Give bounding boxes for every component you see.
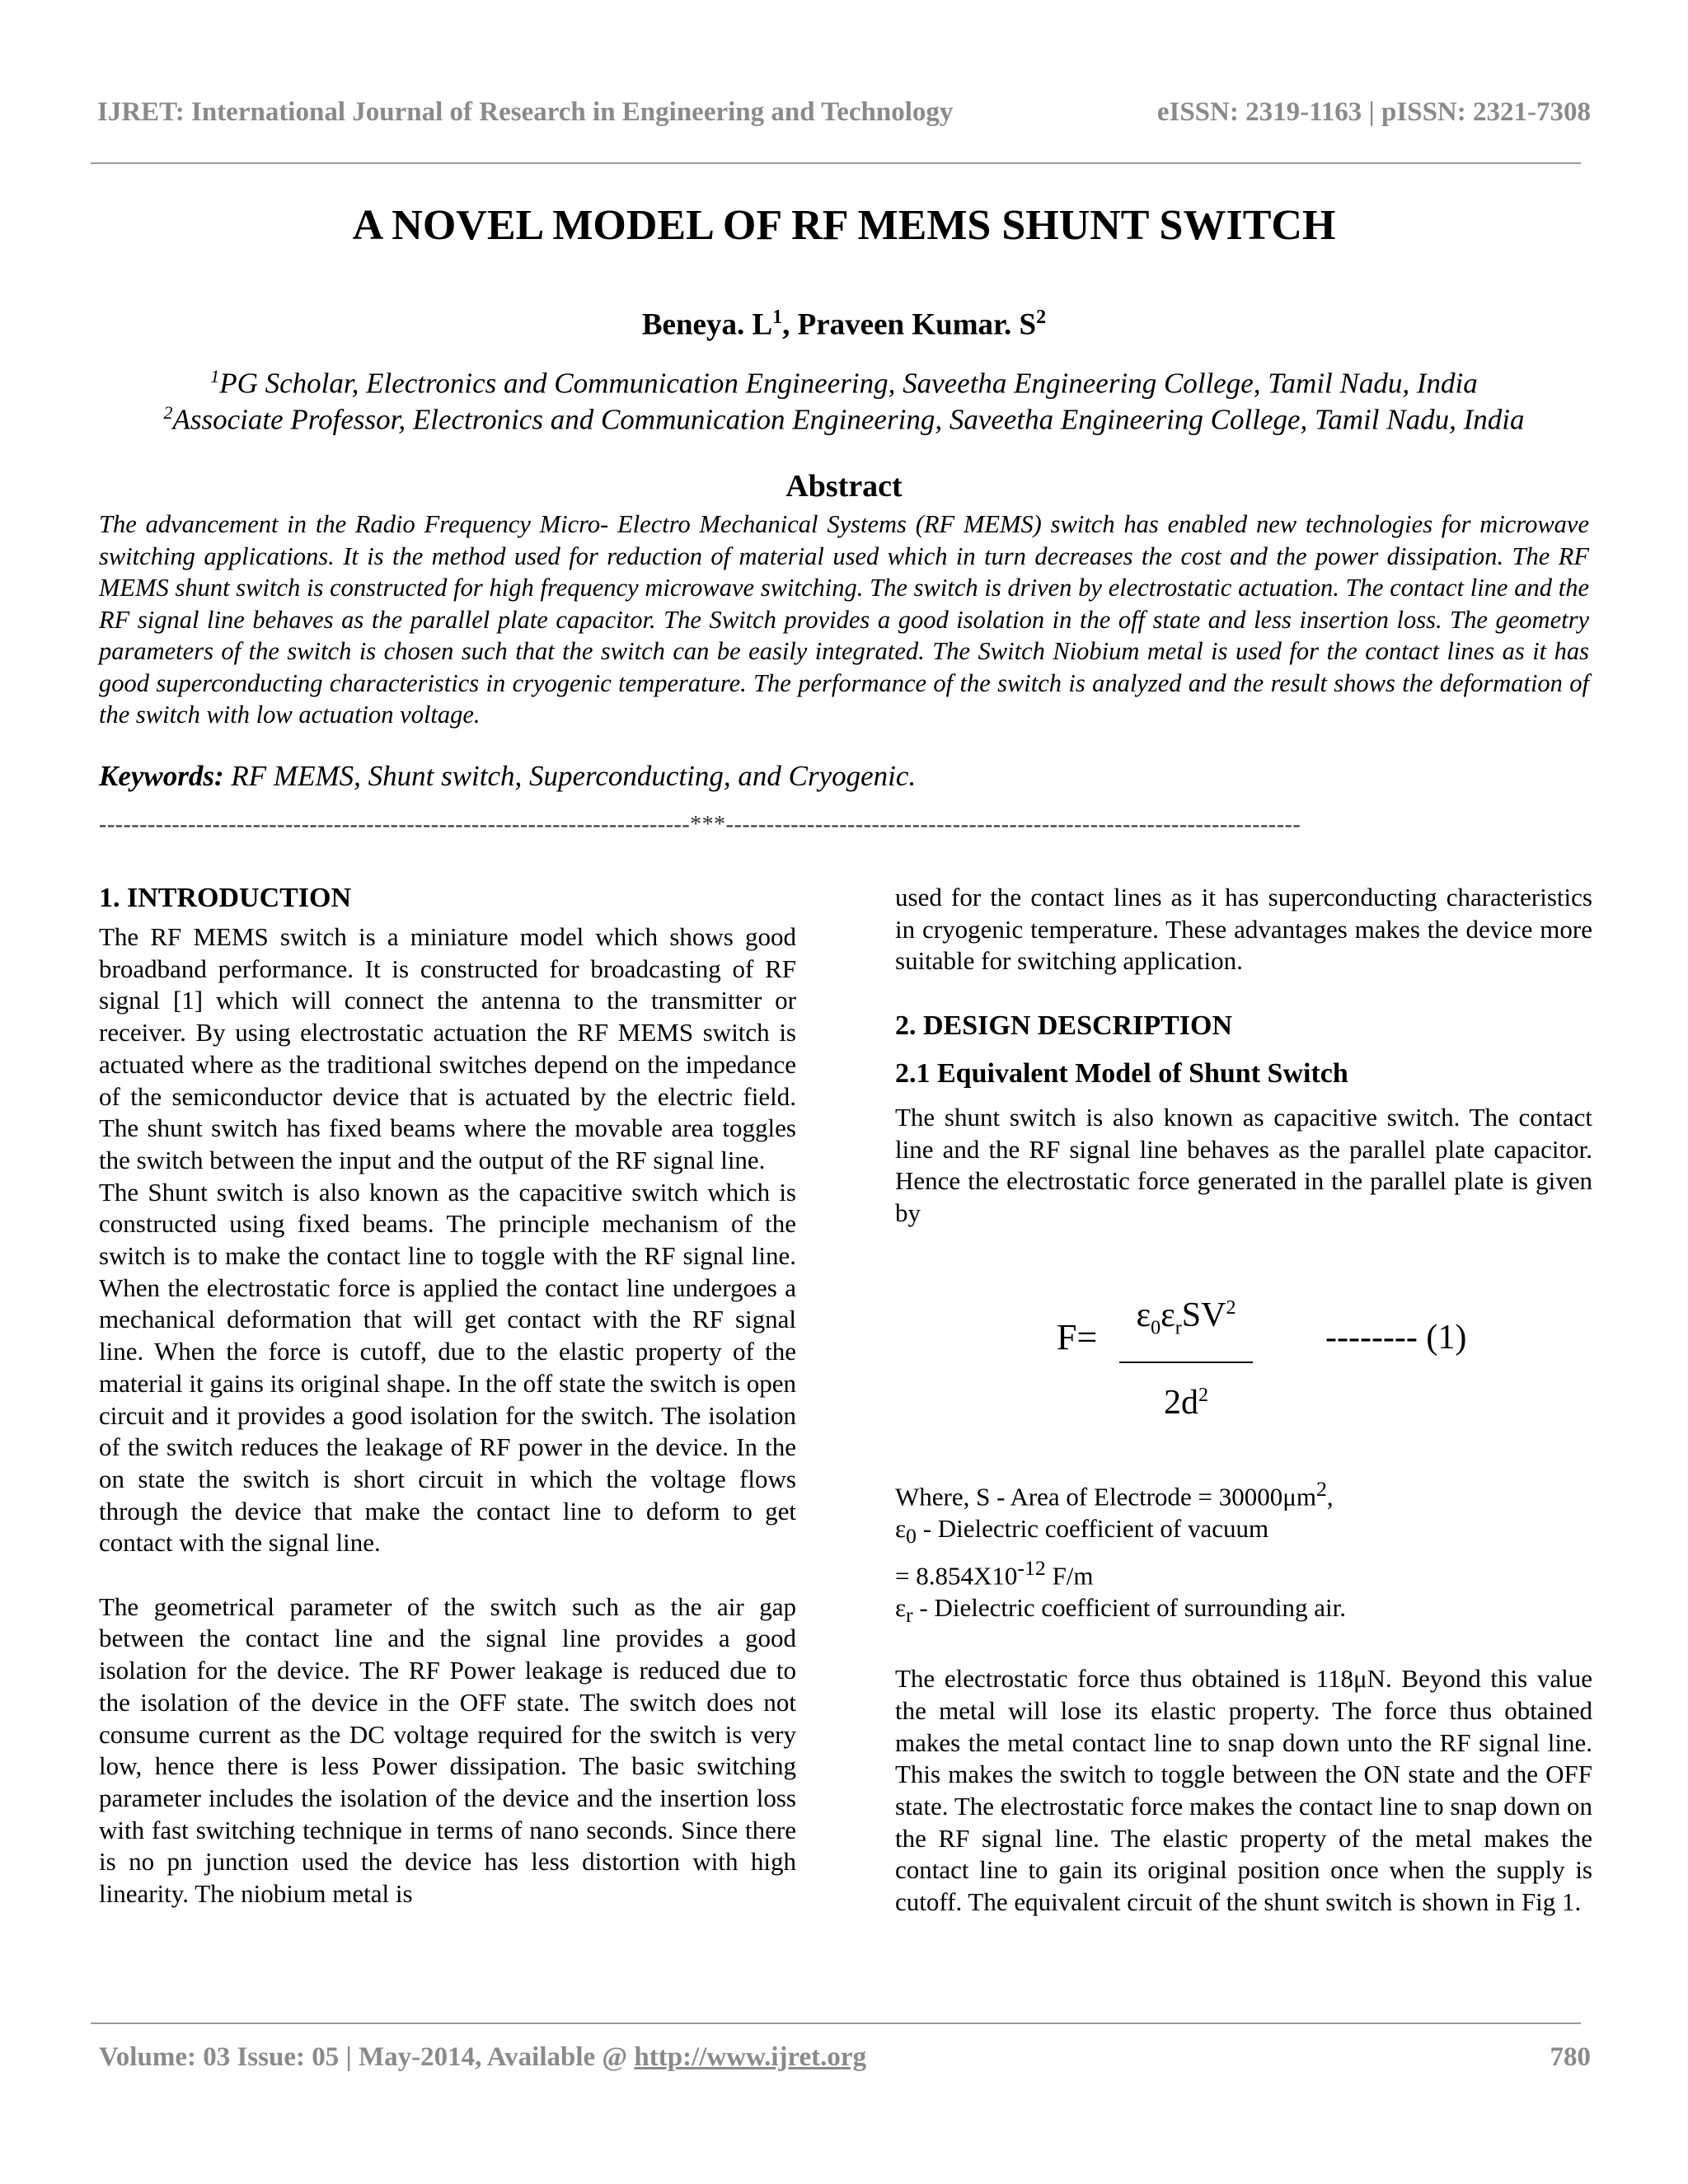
paragraph-gap	[895, 977, 1592, 1010]
continued-paragraph: used for the contact lines as it has superconducting characteristics in cryogenic temperature. These advantages makes the device more suitable for switching application.	[895, 883, 1592, 976]
affiliation-1	[0, 366, 1688, 401]
volume-info: Volume: 03 Issue: 05 | May-2014, Available @ http://www.ijret.org	[99, 2042, 867, 2072]
force-paragraph: The electrostatic force thus obtained is 118μN. Beyond this value the metal will lose its elastic property. The force thus obtained makes the metal contact line to snap down unto the RF signal line. This makes the switch to toggle between the ON state and the OFF state. The electrostatic force makes the contact line to snap down on the RF signal line. The elastic property of the metal makes the contact line to gain its original position once when the supply is cutoff. The equivalent circuit of the shunt switch is shown in Fig 1.	[895, 1664, 1592, 1917]
paragraph-gap	[99, 1559, 796, 1591]
keywords-line	[99, 760, 1589, 793]
intro-paragraph-3: The geometrical parameter of the switch such as the air gap between the contact line and the signal line provides a good isolation for the device. The RF Power leakage is reduced due to the isolation of the device in the OFF state. The switch does not consume current as the DC voltage required for the switch is very low, hence there is less Power dissipation. The basic switching parameter includes the isolation of the device and the insertion loss with fast switching technique in terms of nano seconds. Since there is no pn junction used the device has less distortion with high linearity. The niobium metal is	[99, 1591, 796, 1909]
equation-lhs: F=	[1057, 1316, 1098, 1357]
equation-fraction	[1119, 1279, 1253, 1430]
affiliation-1-sup: 1	[210, 366, 220, 387]
epsilonr-definition: $\varepsilon_r$ - Dielectric coefficient of surrounding air.	[895, 1592, 1347, 1627]
keywords-text: RF MEMS, Shunt switch, Superconducting, and Cryogenic.	[223, 760, 917, 792]
equation-denominator: $2d^2$	[1164, 1384, 1208, 1422]
affiliation-2-text: Associate Professor, Electronics and Communication Engineering, Saveetha Engineering College, Tamil Nadu, India	[172, 403, 1525, 436]
epsilon0-value: = $8.854X10^{-12}$ F/m	[895, 1555, 1094, 1590]
affiliation-2	[0, 402, 1688, 437]
abstract-heading: Abstract	[785, 469, 903, 504]
fraction-bar	[1119, 1361, 1253, 1363]
subsection-heading: 2.1 Equivalent Model of Shunt Switch	[895, 1057, 1348, 1089]
right-column	[895, 882, 1592, 1919]
paragraph-gap	[895, 1631, 1592, 1663]
equation-numerator: $\varepsilon_0\varepsilon_rSV^2$	[1136, 1296, 1236, 1338]
epsilon0-definition: $\varepsilon_0$ - Dielectric coefficient of vacuum	[895, 1513, 1269, 1548]
design-heading: 2. DESIGN DESCRIPTION	[895, 1010, 1233, 1041]
where-line: Where, S - Area of Electrode = $30000\mu m^2$,	[895, 1476, 1334, 1511]
intro-paragraph-2: The Shunt switch is also known as the capacitive switch which is constructed using fixed beams. The principle mechanism of the switch is to make the contact line to toggle with the RF signal line. When the electrostatic force is applied the contact line undergoes a mechanical deformation that will get contact with the RF signal line. When the force is cutoff, due to the elastic property of the material it gains its original shape. In the off state the switch is open circuit and it provides a good isolation for the switch. The isolation of the switch reduces the leakage of RF power in the device. In the on state the switch is short circuit in which the voltage flows through the device that make the contact line to deform to get contact with the signal line.	[99, 1177, 796, 1558]
author-line	[0, 307, 1688, 342]
footer-rule	[91, 2022, 1581, 2024]
header-rule	[91, 162, 1581, 164]
author-1-sup: 1	[772, 307, 783, 328]
running-footer	[99, 2042, 1591, 2073]
model-paragraph: The shunt switch is also known as capacitive switch. The contact line and the RF signal line behaves as the parallel plate capacitor. Hence the electrostatic force generated in the parallel plate is given by	[895, 1102, 1592, 1227]
intro-paragraph-1: The RF MEMS switch is a miniature model which shows good broadband performance. It is constructed for broadcasting of RF signal [1] which will connect the antenna to the transmitter or receiver. By using electrostatic actuation the RF MEMS switch is actuated where as the traditional switches depend on the impedance of the semiconductor device that is actuated by the electric field. The shunt switch has fixed beams where the movable area toggles the switch between the input and the output of the RF signal line.	[99, 922, 796, 1174]
author-separator: ,	[782, 307, 798, 342]
running-header	[97, 97, 1591, 128]
paper-title: A NOVEL MODEL OF RF MEMS SHUNT SWITCH	[352, 202, 1336, 249]
journal-link[interactable]: http://www.ijret.org	[634, 2042, 867, 2072]
issn-numbers: eISSN: 2319-1163 | pISSN: 2321-7308	[1156, 97, 1591, 127]
author-2-sup: 2	[1036, 307, 1047, 328]
author-2: Praveen Kumar. S	[797, 307, 1037, 342]
journal-name: IJRET: International Journal of Research in Engineering and Technology	[97, 97, 954, 127]
abstract-text: The advancement in the Radio Frequency Micro- Electro Mechanical Systems (RF MEMS) switch has enabled new technologies for microwave switching applications. It is the method used for reduction of material used which in turn decreases the cost and the power dissipation. The RF MEMS shunt switch is constructed for high frequency microwave switching. The switch is driven by electrostatic actuation. The contact line and the RF signal line behaves as the parallel plate capacitor. The Switch provides a good isolation in the off state and less insertion loss. The geometry parameters of the switch is chosen such that the switch can be easily integrated. The Switch Niobium metal is used for the contact lines as it has good superconducting characteristics in cryogenic temperature. The performance of the switch is analyzed and the result shows the deformation of the switch with low actuation voltage.	[99, 510, 1589, 729]
page-number: 780	[1550, 2042, 1591, 2072]
equation-number: -------- (1)	[1325, 1318, 1467, 1357]
affiliation-2-sup: 2	[163, 402, 173, 423]
left-column	[99, 882, 796, 1910]
author-1: Beneya. L	[641, 307, 773, 342]
section-separator: -------------------------------------------------------------------------***-----------------------------------------------------------------------	[99, 812, 1301, 837]
introduction-heading: 1. INTRODUCTION	[99, 883, 352, 913]
force-equation	[895, 1279, 1592, 1444]
keywords-label: Keywords:	[99, 760, 224, 792]
affiliation-1-text: PG Scholar, Electronics and Communication Engineering, Saveetha Engineering College, Tamil Nadu, India	[219, 367, 1478, 400]
